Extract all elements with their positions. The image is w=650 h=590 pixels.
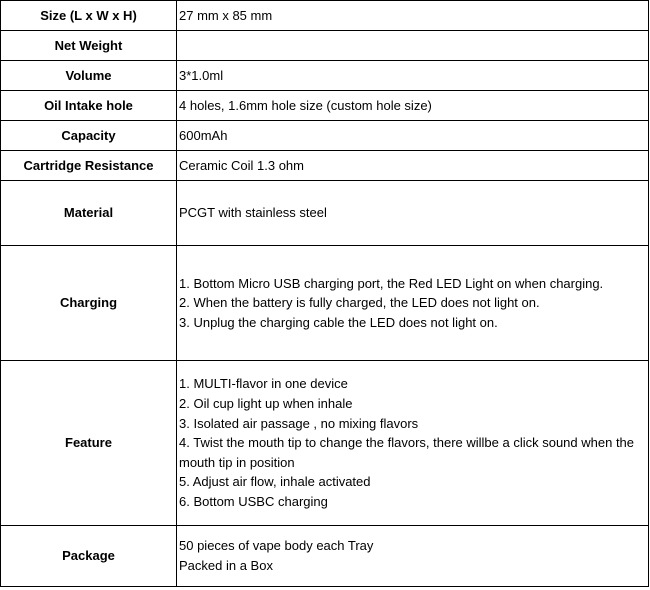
value-line: 3. Isolated air passage , no mixing flavors xyxy=(179,415,419,431)
row-value-cartridge-resistance xyxy=(177,151,649,181)
row-value-volume xyxy=(177,61,649,91)
table-row xyxy=(1,121,649,151)
table-row xyxy=(1,361,649,526)
value-line: 27 mm x 85 mm xyxy=(179,7,273,23)
row-label-size: Size (L x W x H) xyxy=(1,1,177,31)
value-line: 3. Unplug the charging cable the LED does not light on. xyxy=(179,314,498,330)
table-row xyxy=(1,91,649,121)
value-line: 50 pieces of vape body each Tray xyxy=(179,538,374,554)
table-row xyxy=(1,181,649,246)
value-line: 4. Twist the mouth tip to change the flavors, there willbe a click sound when the mouth tip in position xyxy=(179,435,635,470)
value-line: Ceramic Coil 1.3 ohm xyxy=(179,157,304,173)
value-line: 6. Bottom USBC charging xyxy=(179,493,328,509)
row-value-material xyxy=(177,181,649,246)
value-line: Packed in a Box xyxy=(179,558,273,573)
row-value-oil-intake-hole xyxy=(177,91,649,121)
table-row xyxy=(1,1,649,31)
value-line: 2. Oil cup light up when inhale xyxy=(179,396,353,412)
row-value-capacity xyxy=(177,121,649,151)
row-label-package: Package xyxy=(1,526,177,587)
value-line: 600mAh xyxy=(179,127,228,143)
row-value-size xyxy=(177,1,649,31)
table-row xyxy=(1,151,649,181)
row-value-feature xyxy=(177,361,649,526)
value-line: PCGT with stainless steel xyxy=(179,205,327,221)
row-label-material: Material xyxy=(1,181,177,246)
value-line: 1. Bottom Micro USB charging port, the Red LED Light on when charging. xyxy=(179,275,604,291)
table-row xyxy=(1,31,649,61)
row-value-charging xyxy=(177,246,649,361)
row-label-feature: Feature xyxy=(1,361,177,526)
value-line: 5. Adjust air flow, inhale activated xyxy=(179,474,371,490)
value-line: 1. MULTI-flavor in one device xyxy=(179,376,348,392)
row-value-package xyxy=(177,526,649,587)
value-line: 2. When the battery is fully charged, the LED does not light on. xyxy=(179,295,540,311)
value-line: 4 holes, 1.6mm hole size (custom hole size) xyxy=(179,97,432,113)
row-label-oil-intake-hole: Oil Intake hole xyxy=(1,91,177,121)
value-line: 3*1.0ml xyxy=(179,67,224,83)
row-label-cartridge-resistance: Cartridge Resistance xyxy=(1,151,177,181)
row-value-net-weight xyxy=(177,31,649,61)
row-label-volume: Volume xyxy=(1,61,177,91)
row-label-net-weight: Net Weight xyxy=(1,31,177,61)
table-row xyxy=(1,61,649,91)
table-row xyxy=(1,526,649,587)
row-label-capacity: Capacity xyxy=(1,121,177,151)
table-row xyxy=(1,246,649,361)
row-label-charging: Charging xyxy=(1,246,177,361)
